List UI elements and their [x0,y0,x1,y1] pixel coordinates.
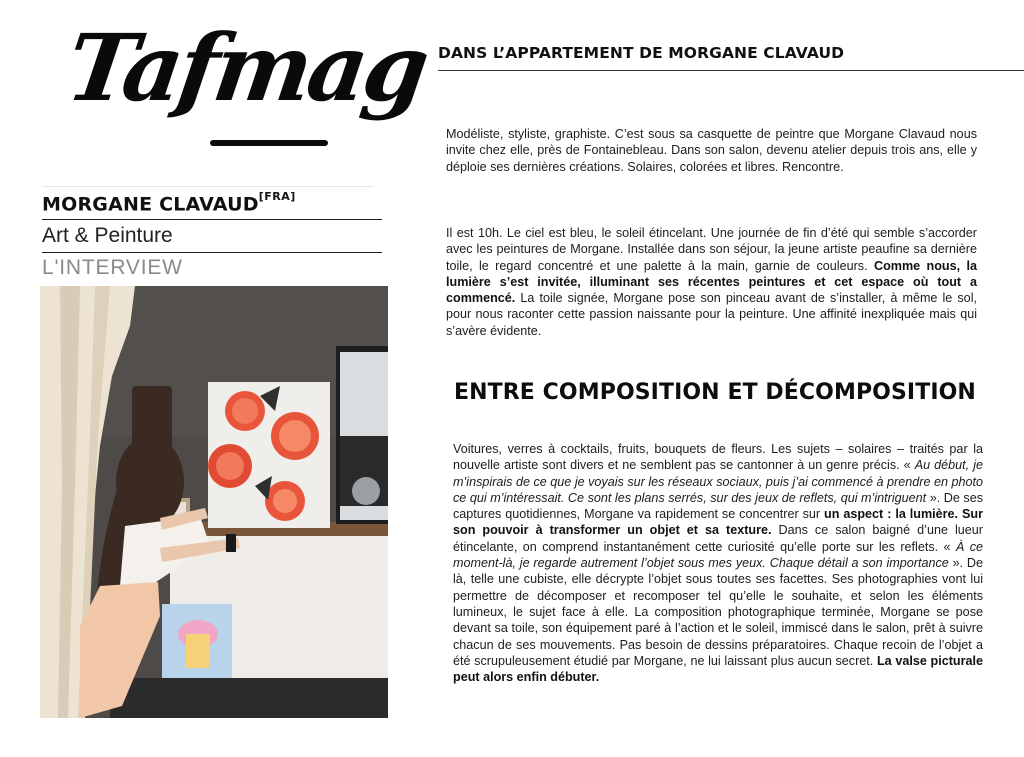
text-run: ». De ses captures quotidiennes, Morgane va rapidement se concentrer sur [453,490,983,522]
intro-paragraph: Modéliste, styliste, graphiste. C’est sous sa casquette de peintre que Morgane Clavaud nous invite chez elle, près de Fontainebleau. Dans son salon, devenu atelier depuis trois ans, elle y déploie ses dernières créations. Solaires, colorées et libres. Rencontre. [446,127,977,174]
divider [438,70,1024,71]
text-run: Voitures, verres à cocktails, fruits, bouquets de fleurs. Les sujets – solaires – traités par la nouvelle artiste sont divers et ne semblent pas se cantonner à un genre précis. « [453,442,983,473]
body-paragraph [453,441,983,685]
country-tag: [FRA] [258,190,296,203]
article-kicker: DANS L’APPARTEMENT DE MORGANE CLAVAUD [438,44,845,62]
body-paragraph [446,225,977,339]
divider [42,186,374,187]
section-heading: ENTRE COMPOSITION ET DÉCOMPOSITION [454,380,976,405]
section-label: L'INTERVIEW [42,256,183,279]
divider [42,252,382,253]
text-run: La toile signée, Morgane pose son pinceau avant de s’installer, à même le sol, pour nous raconter cette passion naissante pour la peinture. Une affinité inexpliquée mais qui s’avère évidente. [446,291,977,338]
quote-text: À ce moment-là, je regarde autrement l’objet sous mes yeux. Chaque détail a son importance [453,539,983,571]
bold-text: Comme nous, la lumière s’est invitée, illuminant ses récentes peintures et cet espace où tout a commencé. [446,258,977,306]
artist-name [42,190,296,216]
artist-name-text: MORGANE CLAVAUD [42,193,259,216]
divider [42,219,382,220]
text-run: Il est 10h. Le ciel est bleu, le soleil étincelant. Une journée de fin d’été qui semble s’accorder avec les peintures de Morgane. Installée dans son séjour, la jeune artiste peaufine sa dernière toile, le regard concentré et une palette à la main, garnie de couleurs. [446,226,977,273]
text-run: ». De là, telle une cubiste, elle décrypte l’objet sous toutes ses facettes. Ses photographies vont lui permettre de décomposer et recomposer tel qu’elle le souhaite, et selon les éléments lumineux, le sujet face à elle. La composition photographique terminée, Morgane se pose devant sa toile, son équipement paré à l’action et le soleil, immiscé dans le salon, prêt à suivre chacun de ses mouvements. Pas besoin de dessins préparatoires. Chaque recoin de l’objet a été scrupuleusement étudié par Morgane, ne lui laissant plus aucun secret. [453,556,983,668]
logo-wordmark: Tafmag [60,14,432,122]
magazine-logo [60,14,432,162]
category-label: Art & Peinture [42,224,173,247]
bold-text: La valse picturale peut alors enfin débuter. [453,653,984,685]
quote-text: Au début, je m’inspirais de ce que je voyais sur les réseaux sociaux, puis j’ai commencé à prendre en photo ce qui m’intéressait. Ce sont les plans serrés, sur des jeux de reflets, qui m’intriguent [453,458,984,505]
logo-underline [210,140,328,146]
bold-text: un aspect : la lumière. Sur son pouvoir à transformer un objet et sa texture. [453,507,983,538]
text-run: Dans ce salon baigné d’une lueur étincelante, on comprend instantanément cette curiosité qu’elle porte sur les reflets. « [453,523,983,554]
artist-photo [40,286,388,718]
